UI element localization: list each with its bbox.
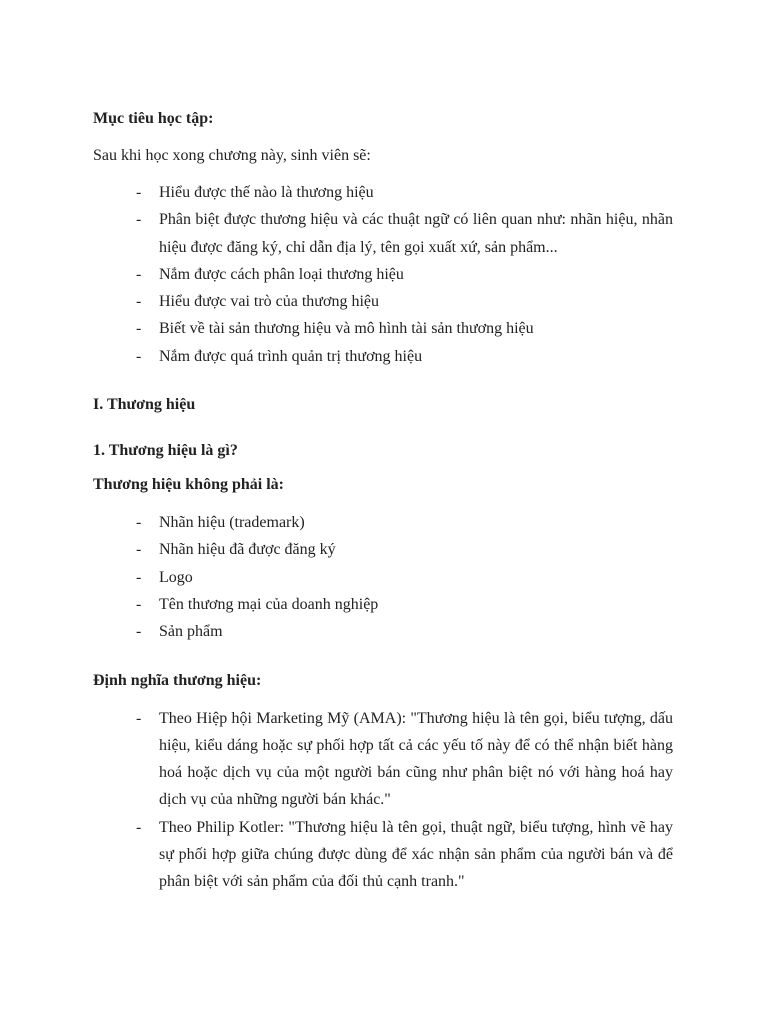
list-item: - Logo (93, 564, 673, 591)
list-item: - Tên thương mại của doanh nghiệp (93, 591, 673, 618)
list-item: - Nắm được cách phân loại thương hiệu (93, 261, 673, 288)
dash-bullet: - (136, 347, 142, 365)
dash-bullet: - (136, 623, 142, 641)
dash-bullet: - (136, 568, 142, 586)
list-item: - Sản phẩm (93, 618, 673, 645)
objectives-list (93, 179, 673, 370)
dash-bullet: - (136, 595, 142, 613)
dash-bullet: - (136, 265, 142, 283)
dash-bullet: - (136, 184, 142, 201)
list-item: - Nắm được quá trình quản trị thương hiệu (93, 343, 673, 370)
list-item: - Nhãn hiệu (trademark) (93, 509, 673, 536)
not-list (93, 509, 673, 645)
dash-bullet: - (136, 293, 142, 311)
definition-list (93, 705, 673, 896)
list-item: - Biết về tài sản thương hiệu và mô hình tài sản thương hiệu (93, 315, 673, 342)
dash-bullet: - (136, 514, 142, 532)
list-item: - Theo Hiệp hội Marketing Mỹ (AMA): "Thương hiệu là tên gọi, biểu tượng, dấu hiệu, kiểu dáng hoặc sự phối hợp tất cả các yếu tố này để có thể nhận biết hàng hoá hoặc dịch vụ của một người bán cũng như phân biệt nó với hàng hoá hay dịch vụ của những người bán khác." (93, 705, 673, 814)
section-title: I. Thương hiệu (93, 396, 196, 414)
objectives-intro: Sau khi học xong chương này, sinh viên sẽ: (93, 147, 371, 164)
dash-bullet: - (136, 541, 142, 559)
not-heading: Thương hiệu không phải là: (93, 476, 284, 494)
list-item: - Nhãn hiệu đã được đăng ký (93, 536, 673, 563)
dash-bullet: - (136, 709, 142, 727)
list-item: - Hiểu được thế nào là thương hiệu (93, 179, 673, 206)
dash-bullet: - (136, 818, 142, 836)
dash-bullet: - (136, 211, 142, 229)
subsection-title: 1. Thương hiệu là gì? (93, 442, 238, 460)
list-item: - Phân biệt được thương hiệu và các thuật ngữ có liên quan như: nhãn hiệu, nhãn hiệu được đăng ký, chỉ dẫn địa lý, tên gọi xuất xứ, sản phẩm... (93, 206, 673, 261)
definition-heading: Định nghĩa thương hiệu: (93, 671, 262, 689)
document-page (93, 108, 673, 896)
dash-bullet: - (136, 320, 142, 338)
objectives-heading: Mục tiêu học tập: (93, 110, 214, 127)
list-item: - Theo Philip Kotler: "Thương hiệu là tên gọi, thuật ngữ, biểu tượng, hình vẽ hay sự phối hợp giữa chúng được dùng để xác nhận sản phẩm của người bán và để phân biệt với sản phẩm của đối thủ cạnh tranh." (93, 814, 673, 896)
list-item: - Hiểu được vai trò của thương hiệu (93, 288, 673, 315)
